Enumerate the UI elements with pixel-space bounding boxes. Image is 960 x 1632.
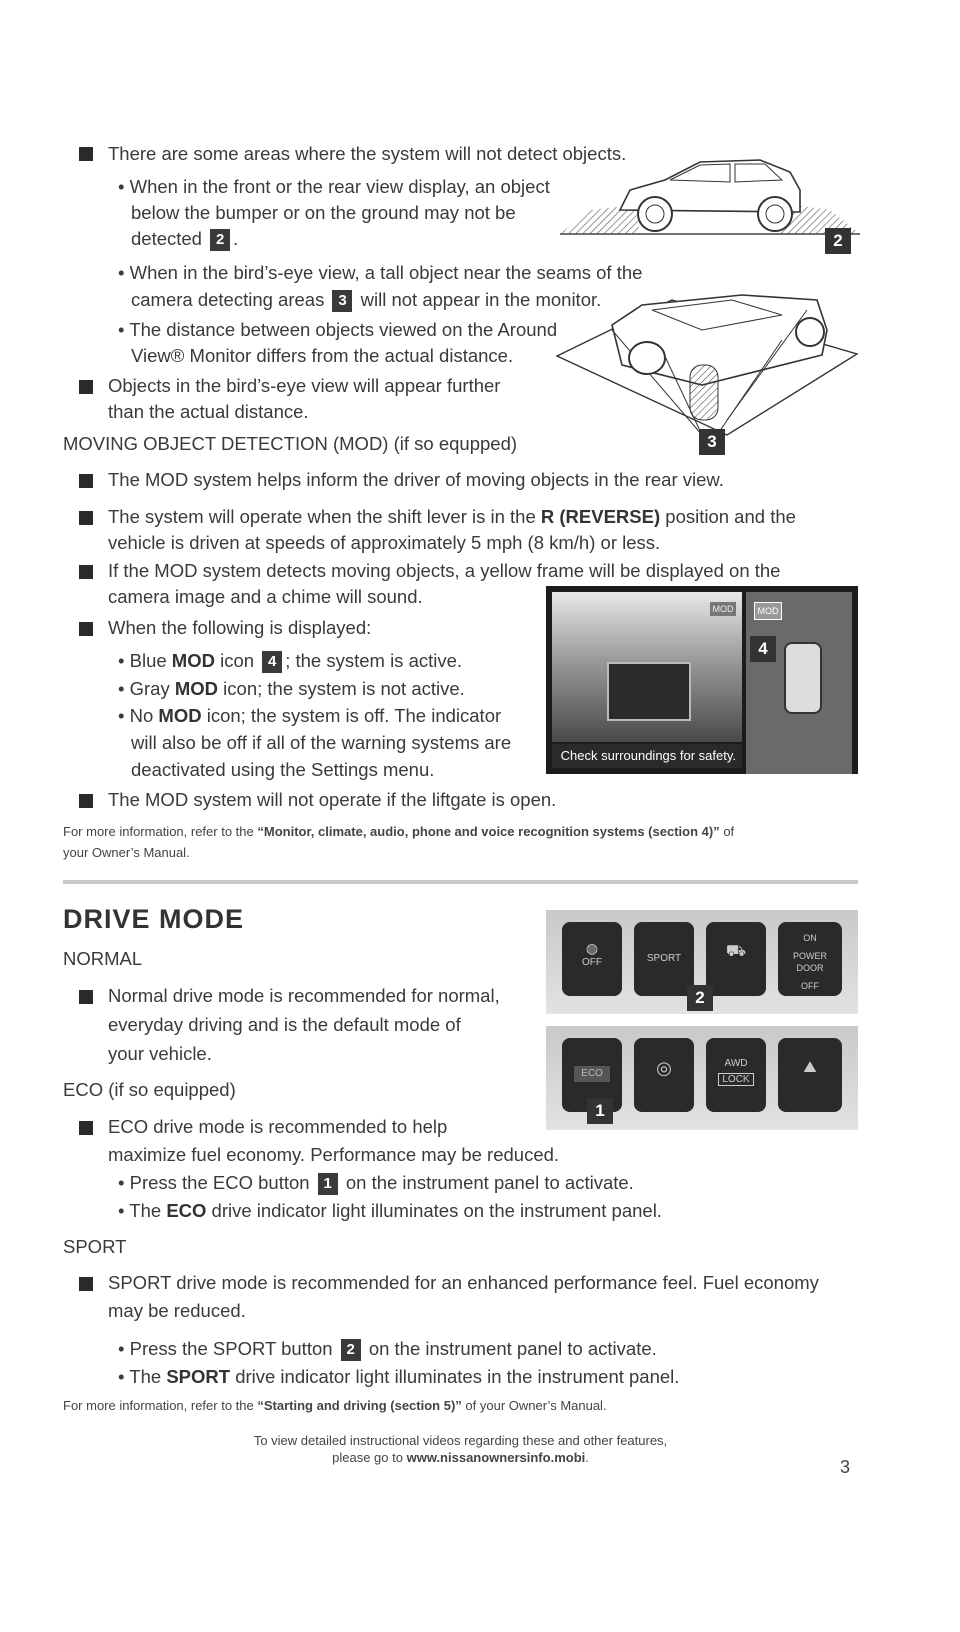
callout-badge: 2 <box>210 229 230 251</box>
birds-eye-view <box>746 592 852 774</box>
bullet <box>79 794 93 808</box>
body-text: The MOD system helps inform the driver of moving objects in the rear view. <box>108 469 724 490</box>
callout-badge: 1 <box>587 1098 613 1124</box>
body-text: • The ECO drive indicator light illuminates on the instrument panel. <box>118 1200 662 1221</box>
bullet <box>79 147 93 161</box>
subsection-heading: SPORT <box>63 1236 127 1257</box>
body-text: • The SPORT drive indicator light illuminates in the instrument panel. <box>118 1366 680 1387</box>
vdc-off-switch: ◍ OFF <box>562 922 622 996</box>
awd-lock-switch: AWD LOCK <box>706 1038 766 1112</box>
body-text: vehicle is driven at speeds of approximately 5 mph (8 km/h) or less. <box>108 532 661 553</box>
callout-badge: 3 <box>699 429 725 455</box>
callout-badge: 2 <box>341 1339 361 1361</box>
footer-note: To view detailed instructional videos regarding these and other features, please go to www.nissanownersinfo.mobi. <box>253 1433 668 1465</box>
callout-badge: 4 <box>750 636 776 662</box>
car-side-view-illustration <box>560 150 860 242</box>
note-text: Objects in the bird’s-eye view will appear further <box>108 375 501 396</box>
bullet <box>79 1277 93 1291</box>
body-text: The MOD system will not operate if the liftgate is open. <box>108 789 557 810</box>
body-text: • Blue MOD icon 4 ; the system is active. <box>118 650 463 671</box>
body-text: Normal drive mode is recommended for normal, <box>108 985 500 1006</box>
body-text: may be reduced. <box>108 1300 246 1321</box>
car-top-icon <box>784 642 822 714</box>
body-text: If the MOD system detects moving objects, a yellow frame will be displayed on the <box>108 560 781 581</box>
hill-descent-icon: ⛰ <box>803 1059 817 1076</box>
body-text: SPORT drive mode is recommended for an enhanced performance feel. Fuel economy <box>108 1272 819 1293</box>
subsection-heading: NORMAL <box>63 948 143 969</box>
note-text: than the actual distance. <box>108 401 309 422</box>
mod-camera-screen-photo <box>546 586 858 774</box>
note-text: below the bumper or on the ground may not be <box>131 202 516 223</box>
bullet <box>79 1121 93 1135</box>
eco-switch: ECO <box>562 1038 622 1112</box>
callout-badge: 2 <box>825 228 851 254</box>
body-text: maximize fuel economy. Performance may be reduced. <box>108 1144 560 1165</box>
reference-note: For more information, refer to the “Starting and driving (section 5)” of your Owner’s Manual. <box>63 1398 607 1413</box>
note-text: View® Monitor differs from the actual distance. <box>131 345 514 366</box>
body-text: camera image and a chime will sound. <box>108 586 423 607</box>
bullet <box>79 474 93 488</box>
section-title: DRIVE MODE <box>63 904 245 934</box>
note-text: camera detecting areas 3 will not appear in the monitor. <box>131 289 602 310</box>
mod-tag: MOD <box>710 602 736 616</box>
intro-text: There are some areas where the system will not detect objects. <box>108 143 627 164</box>
rear-camera-view <box>552 592 742 742</box>
reference-note: For more information, refer to the “Monitor, climate, audio, phone and voice recognition systems (section 4)” of <box>63 824 735 839</box>
power-door-switch: ON POWER DOOR OFF <box>778 922 842 996</box>
callout-badge: 1 <box>318 1173 338 1195</box>
note-text: detected 2 . <box>131 228 239 249</box>
skid-icon: ◍ <box>585 940 599 956</box>
safety-shield-icon: ◎ <box>656 1058 672 1078</box>
body-text: your vehicle. <box>108 1043 212 1064</box>
liftgate-icon: ⛟ <box>725 943 747 960</box>
bullet <box>79 990 93 1004</box>
body-text: will also be off if all of the warning systems are <box>131 732 512 753</box>
callout-badge: 2 <box>687 985 713 1011</box>
hill-descent-switch <box>778 1038 842 1112</box>
bullet <box>79 622 93 636</box>
section-heading: MOVING OBJECT DETECTION (MOD) (if so equpped) <box>63 433 518 454</box>
page-number: 3 <box>840 1457 851 1477</box>
note-text: • The distance between objects viewed on the Around <box>118 319 558 340</box>
liftgate-switch <box>706 922 766 996</box>
section-divider <box>63 880 858 884</box>
sport-switch: SPORT <box>634 922 694 996</box>
bullet <box>79 511 93 525</box>
safety-shield-switch <box>634 1038 694 1112</box>
body-text: • No MOD icon; the system is off. The indicator <box>118 705 502 726</box>
body-text: The system will operate when the shift lever is in the R (REVERSE) position and the <box>108 506 796 527</box>
body-text: ECO drive mode is recommended to help <box>108 1116 448 1137</box>
body-text: • Press the ECO button 1 on the instrument panel to activate. <box>118 1172 634 1193</box>
note-text: • When in the front or the rear view display, an object <box>118 176 550 197</box>
bullet <box>79 380 93 394</box>
callout-badge: 3 <box>332 290 352 312</box>
body-text: deactivated using the Settings menu. <box>131 759 435 780</box>
body-text: • Gray MOD icon; the system is not active. <box>118 678 465 699</box>
reference-note: your Owner’s Manual. <box>63 845 190 860</box>
mod-icon: MOD <box>754 602 782 620</box>
subsection-heading: ECO (if so equipped) <box>63 1079 236 1100</box>
note-text: • When in the bird’s-eye view, a tall object near the seams of the <box>118 262 643 283</box>
body-text: everyday driving and is the default mode of <box>108 1014 461 1035</box>
callout-badge: 4 <box>262 651 282 673</box>
camera-seam-illustration <box>552 270 862 448</box>
safety-banner: Check surroundings for safety. <box>552 744 742 768</box>
body-text: When the following is displayed: <box>108 617 372 638</box>
bullet <box>79 565 93 579</box>
body-text: • Press the SPORT button 2 on the instrument panel to activate. <box>118 1338 657 1359</box>
